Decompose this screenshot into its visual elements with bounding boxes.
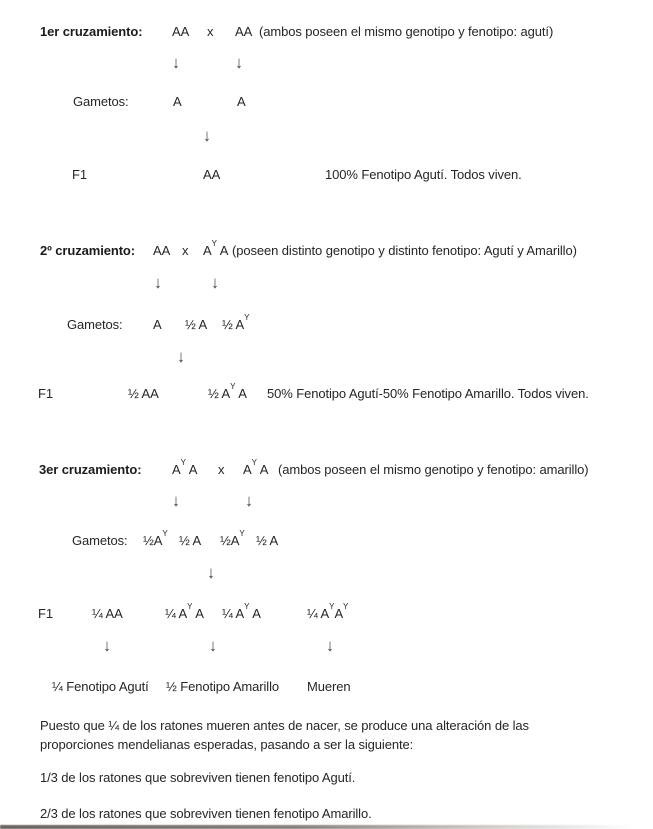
cross1-result: 100% Fenotipo Agutí. Todos viven.	[325, 167, 522, 182]
cross3-f1-genotype2: ¼ $A^Y$ A	[165, 602, 204, 621]
cross3-parent1: $A^Y$ A	[172, 458, 198, 477]
scan-artifact-bottom-edge	[0, 825, 653, 829]
cross3-f1-genotype4: ¼ $A^YA^Y$	[307, 602, 349, 621]
cross2-parent2: $A^Y$ A	[203, 239, 229, 258]
conclusion-ratio-yellow: 2/3 de los ratones que sobreviven tienen fenotipo Amarillo.	[40, 806, 372, 821]
down-arrow-icon: ↓	[207, 564, 215, 583]
cross3-gamete4: ½ A	[256, 533, 279, 548]
cross1-note: (ambos poseen el mismo genotipo y fenotipo: agutí)	[259, 24, 554, 39]
down-arrow-icon: ↓	[172, 54, 180, 73]
cross3-f1-genotype3: ¼ $A^Y$ A	[222, 602, 261, 621]
down-arrow-icon: ↓	[177, 348, 185, 367]
cross3-gametes-label: Gametos:	[72, 533, 128, 548]
cross1-parent2: AA	[235, 24, 253, 39]
down-arrow-icon: ↓	[172, 492, 180, 511]
down-arrow-icon: ↓	[211, 274, 219, 293]
cross3-title: 3er cruzamiento:	[39, 462, 142, 477]
cross2-gamete1: A	[153, 317, 162, 332]
cross2-parent1: AA	[153, 243, 171, 258]
cross3-f1-label: F1	[38, 606, 53, 621]
cross2-gamete2: ½ A	[185, 317, 208, 332]
cross3-times-sign: x	[218, 462, 225, 477]
cross2-gametes-label: Gametos:	[67, 317, 123, 332]
down-arrow-icon: ↓	[235, 54, 243, 73]
conclusion-paragraph: Puesto que ¼ de los ratones mueren antes de nacer, se produce una alteración de las proporciones mendelianas esperadas, pasando a ser la siguiente:	[40, 718, 529, 752]
cross3-outcome-agouti: ¼ Fenotipo Agutí	[52, 679, 149, 694]
cross2-gamete3: ½ $A^Y$	[222, 313, 250, 332]
cross2-times-sign: x	[182, 243, 189, 258]
cross1-gamete2: A	[237, 94, 246, 109]
cross3-outcome-yellow: ½ Fenotipo Amarillo	[166, 679, 279, 694]
down-arrow-icon: ↓	[326, 637, 334, 656]
down-arrow-icon: ↓	[209, 637, 217, 656]
cross2-title: 2º cruzamiento:	[40, 243, 135, 258]
cross1-gamete1: A	[173, 94, 182, 109]
cross1-gametes-label: Gametos:	[73, 94, 129, 109]
down-arrow-icon: ↓	[203, 127, 211, 146]
cross2-f1-genotype2: ½ $A^Y$ A	[208, 382, 247, 401]
cross1-times-sign: x	[207, 24, 214, 39]
cross3-gamete1: $\frac{1}{2}A^Y$	[143, 529, 168, 548]
cross1-title: 1er cruzamiento:	[40, 24, 143, 39]
conclusion-ratio-agouti: 1/3 de los ratones que sobreviven tienen fenotipo Agutí.	[40, 770, 356, 785]
cross3-gamete3: $\frac{1}{2}A^Y$	[220, 529, 245, 548]
cross3-note: (ambos poseen el mismo genotipo y fenotipo: amarillo)	[278, 462, 589, 477]
cross3-parent2: $A^Y$ A	[243, 458, 269, 477]
cross1-f1-genotype: AA	[203, 167, 221, 182]
cross2-result: 50% Fenotipo Agutí-50% Fenotipo Amarillo. Todos viven.	[267, 386, 589, 401]
down-arrow-icon: ↓	[103, 637, 111, 656]
cross2-f1-label: F1	[38, 386, 53, 401]
cross3-gamete2: ½ A	[179, 533, 202, 548]
cross3-f1-genotype1: ¼ AA	[92, 606, 123, 621]
cross2-note: (poseen distinto genotipo y distinto fenotipo: Agutí y Amarillo)	[232, 243, 577, 258]
down-arrow-icon: ↓	[245, 492, 253, 511]
cross2-f1-genotype1: ½ AA	[128, 386, 159, 401]
down-arrow-icon: ↓	[154, 274, 162, 293]
cross1-f1-label: F1	[72, 167, 87, 182]
cross1-parent1: AA	[172, 24, 190, 39]
cross3-outcome-die: Mueren	[307, 679, 351, 694]
